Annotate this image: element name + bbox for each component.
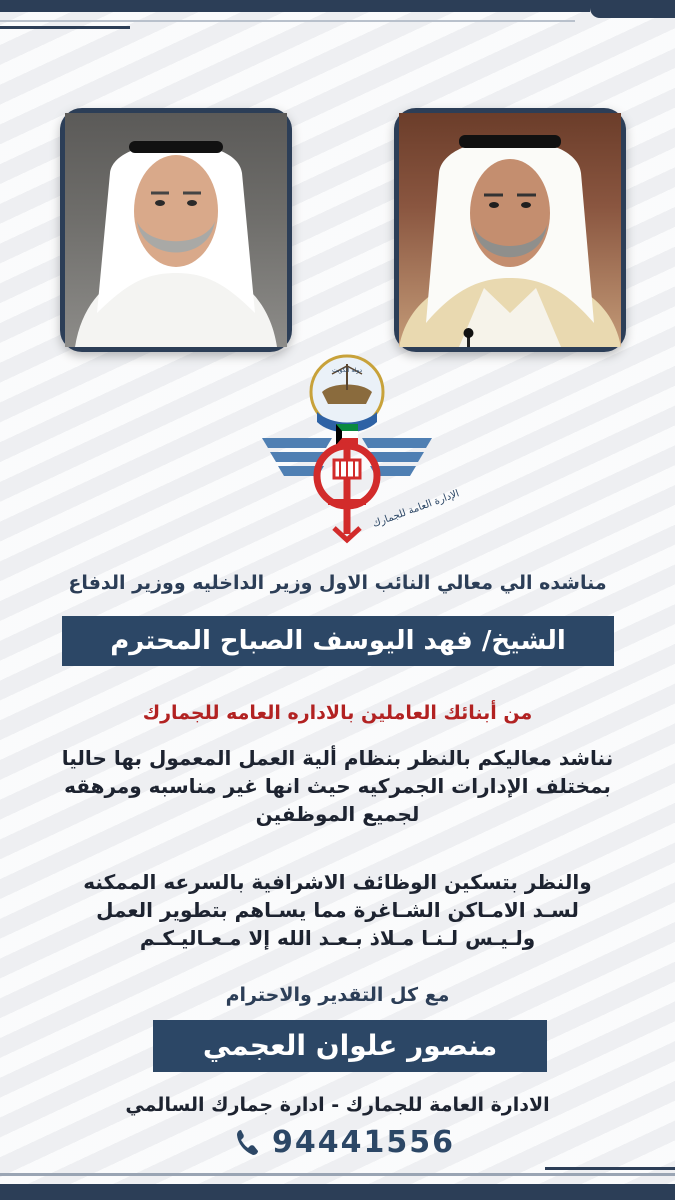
top-divider-short bbox=[0, 26, 130, 29]
header-line: مناشده الي معالي النائب الاول وزير الداخليه ووزير الدفاع bbox=[68, 572, 607, 594]
phone-contact bbox=[236, 1122, 455, 1162]
top-divider-light bbox=[0, 20, 575, 22]
top-bar bbox=[0, 0, 590, 12]
logo-caption: الإدارة العامة للجمارك bbox=[371, 488, 461, 530]
paragraph-1-line: نناشد معاليكم بالنظر بنظام ألية العمل المعمول بها حاليا bbox=[61, 746, 614, 770]
paragraph-2-line: والنظر بتسكين الوظائف الاشرافية بالسرعه الممكنه bbox=[83, 870, 592, 894]
paragraph-1 bbox=[0, 744, 675, 828]
phone-icon bbox=[236, 1128, 260, 1156]
paragraph-2-line: لسـد الامـاكن الشـاغرة مما يسـاهم بتطوير العمل bbox=[96, 898, 579, 922]
portrait-man-right-icon bbox=[399, 113, 621, 347]
photo-right bbox=[394, 108, 626, 352]
bottom-bar bbox=[0, 1184, 675, 1200]
addressee-banner: الشيخ/ فهد اليوسف الصباح المحترم bbox=[62, 616, 614, 666]
phone-number: 94441556 bbox=[272, 1124, 455, 1160]
bottom-divider bbox=[0, 1173, 675, 1176]
bottom-divider-short bbox=[545, 1167, 675, 1170]
customs-emblem-icon bbox=[262, 352, 461, 542]
regards-line: مع كل التقدير والاحترام bbox=[225, 984, 450, 1006]
logo-top-caption: دولة الكويت bbox=[332, 367, 362, 374]
paragraph-2-line: ولـيـس لـنـا مـلاذ بـعـد الله إلا مـعـاليـكـم bbox=[139, 926, 536, 950]
top-corner-accent bbox=[590, 0, 675, 18]
paragraph-2 bbox=[0, 868, 675, 952]
paragraph-1-line: بمختلف الإدارات الجمركيه حيث انها غير مناسبه ومرهقه bbox=[64, 774, 611, 798]
customs-logo bbox=[262, 352, 461, 542]
portrait-man-left-icon bbox=[65, 113, 287, 347]
paragraph-1-line: لجميع الموظفين bbox=[255, 802, 420, 826]
department-line: الادارة العامة للجمارك - ادارة جمارك السالمي bbox=[125, 1094, 550, 1116]
from-line: من أبنائك العاملين بالاداره العامه للجمارك bbox=[142, 702, 533, 724]
photo-left bbox=[60, 108, 292, 352]
signatory-banner: منصور علوان العجمي bbox=[153, 1020, 547, 1072]
